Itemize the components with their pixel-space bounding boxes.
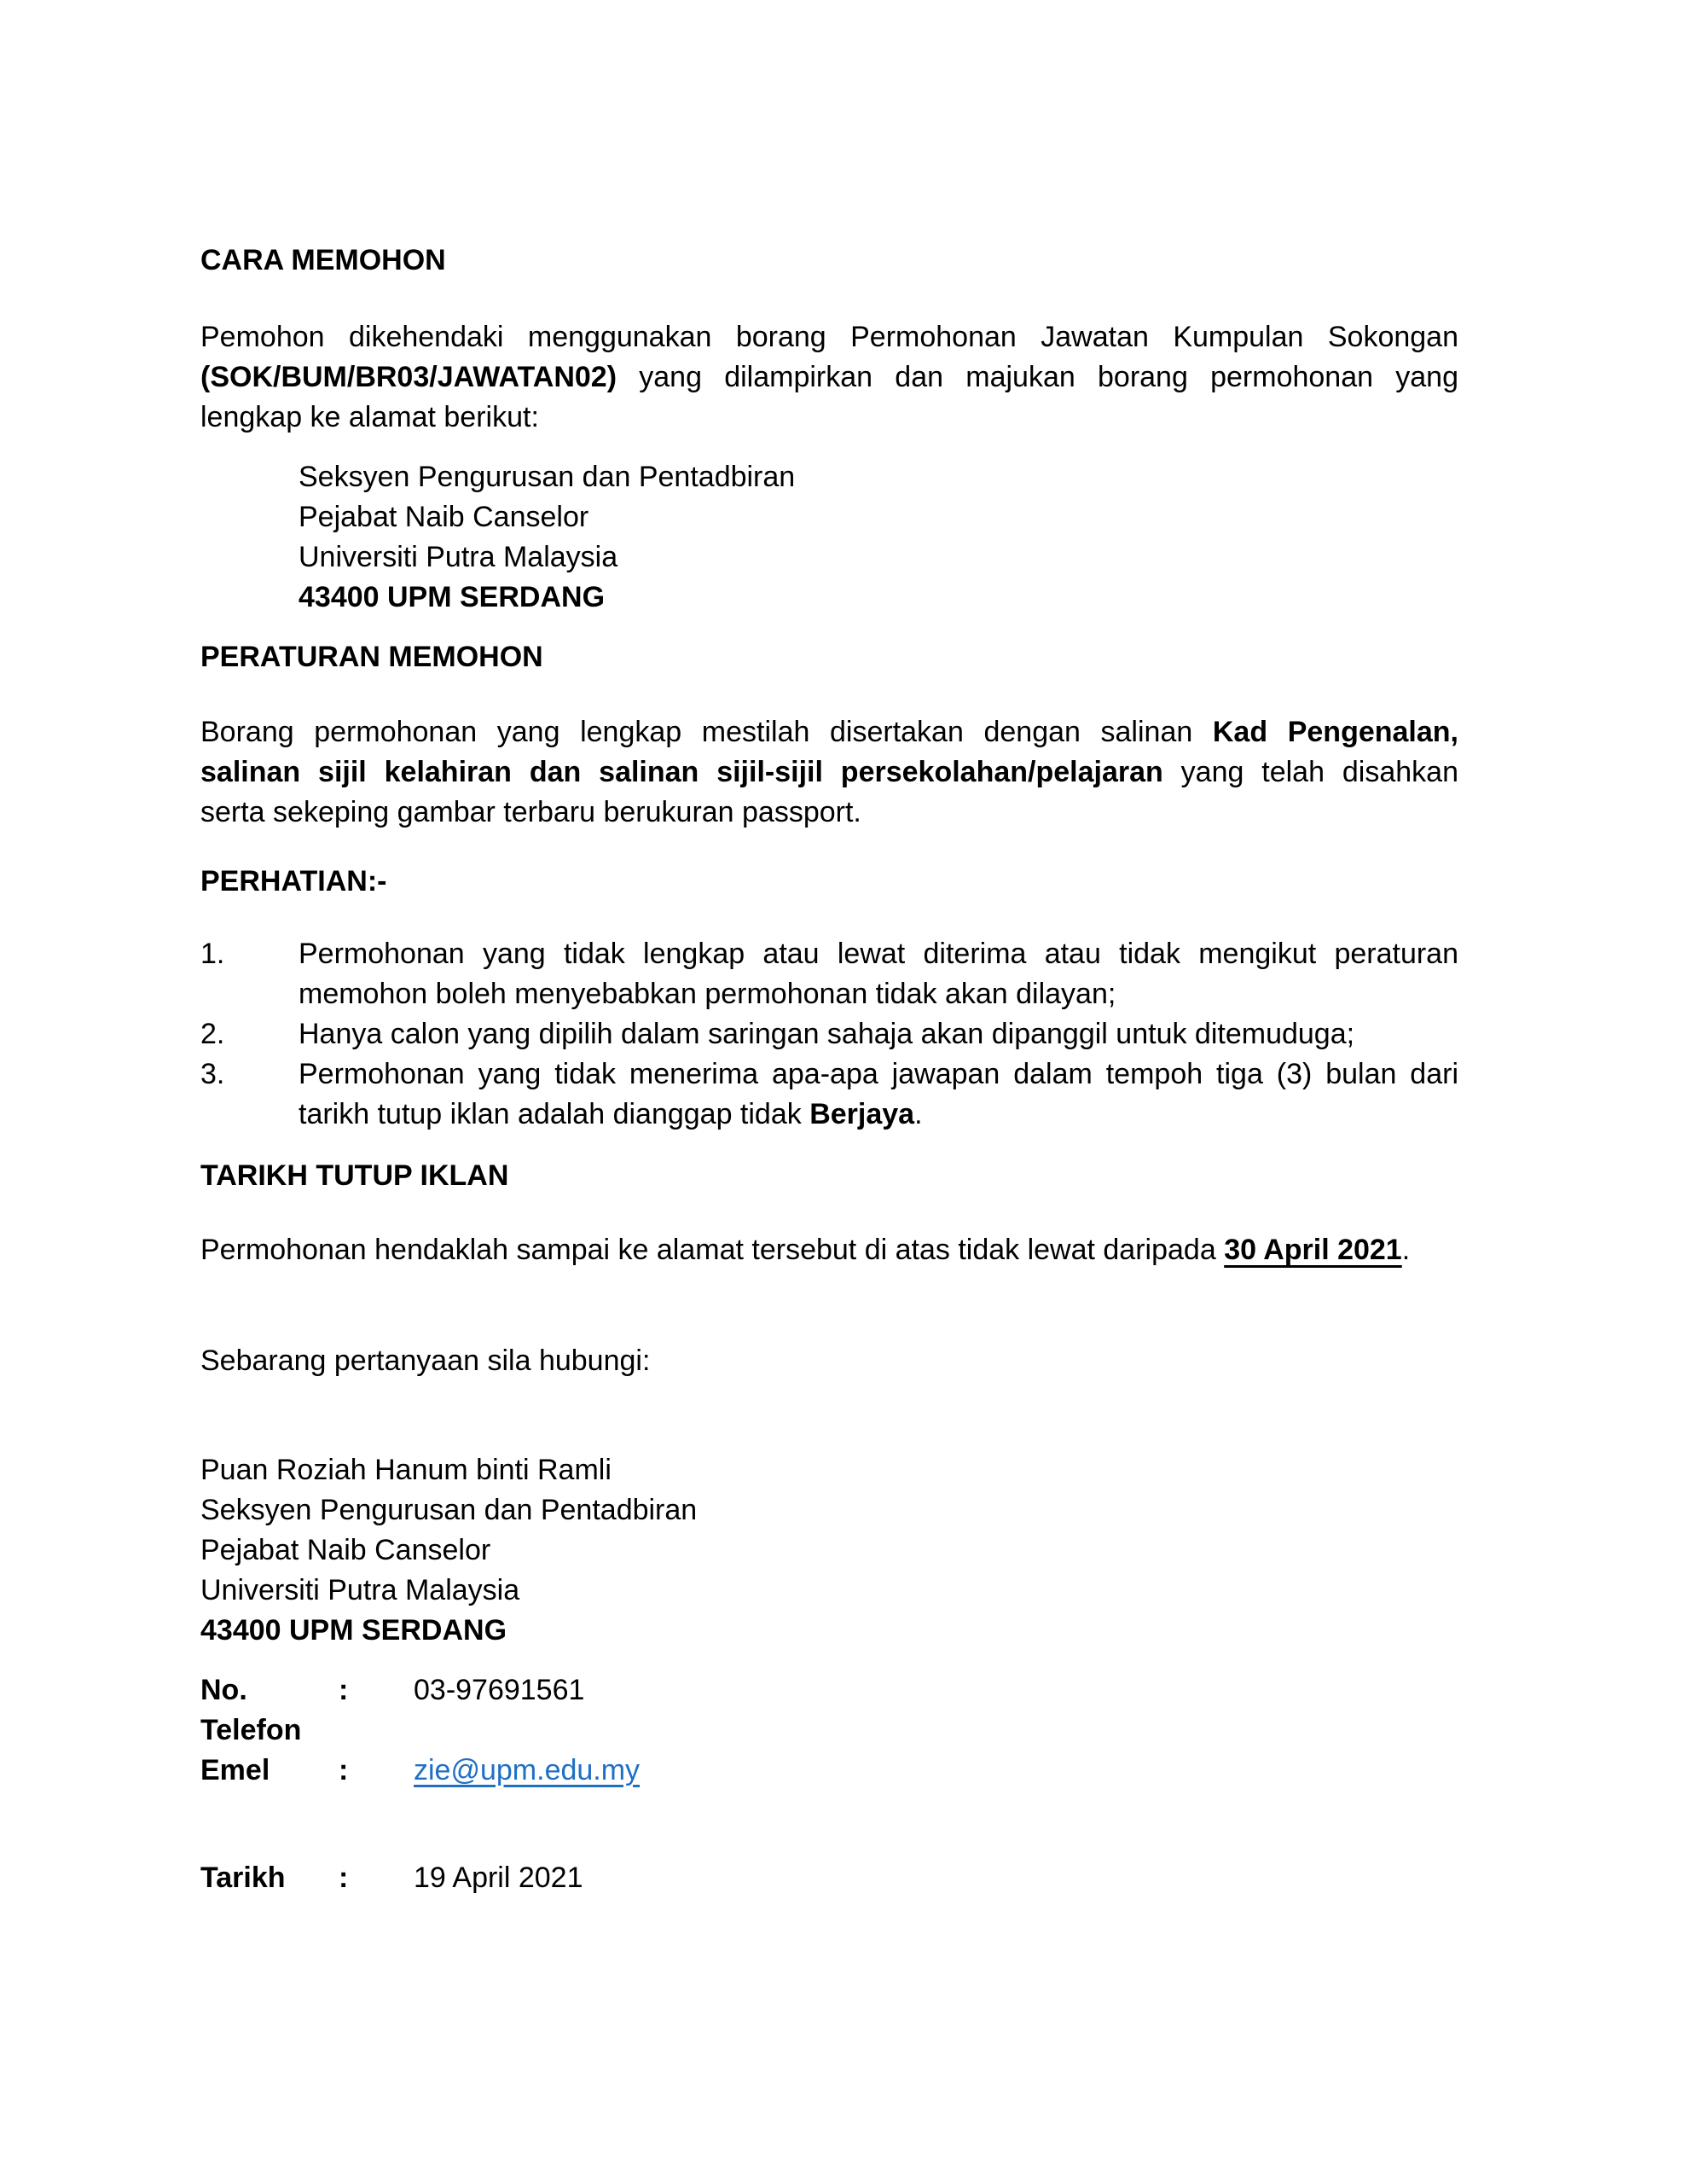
list-line-post: . — [914, 1098, 923, 1130]
list-line-pre: tarikh tutup iklan adalah dianggap tidak — [299, 1098, 810, 1130]
heading-cara-memohon: CARA MEMOHON — [200, 244, 446, 276]
para-line: Pemohon dikehendaki menggunakan borang Permohonan Jawatan Kumpulan Sokongan — [200, 321, 1458, 353]
list-line — [299, 1095, 1458, 1135]
heading-peraturan-memohon: PERATURAN MEMOHON — [200, 641, 543, 673]
list-item-text — [299, 1014, 1458, 1054]
para-line — [200, 357, 1458, 398]
para-line-rest: yang dilampirkan dan majukan borang permohonan yang — [617, 361, 1458, 393]
date-row — [200, 1858, 1458, 1898]
contact-intro: Sebarang pertanyaan sila hubungi: — [200, 1345, 651, 1377]
email-row — [200, 1751, 1458, 1791]
list-line: Hanya calon yang dipilih dalam saringan sahaja akan dipanggil untuk ditemuduga; — [299, 1018, 1355, 1050]
phone-colon: : — [339, 1674, 349, 1706]
list-item — [200, 1014, 1458, 1054]
contact-line-name: Puan Roziah Hanum binti Ramli — [200, 1454, 612, 1486]
list-line: Permohonan yang tidak lengkap atau lewat diterima atau tidak mengikut peraturan — [299, 938, 1458, 970]
address-line: Seksyen Pengurusan dan Pentadbiran — [299, 461, 796, 493]
bold-salinan-sijil: salinan sijil kelahiran dan salinan sijil-sijil persekolahan/pelajaran — [200, 756, 1163, 788]
list-item-number: 1. — [200, 938, 225, 970]
bold-berjaya: Berjaya — [809, 1098, 915, 1130]
contact-line: Pejabat Naib Canselor — [200, 1534, 491, 1566]
heading-tarikh-tutup-iklan: TARIKH TUTUP IKLAN — [200, 1159, 509, 1192]
para-line — [200, 752, 1458, 793]
list-item-text — [299, 1054, 1458, 1135]
list-item-number: 2. — [200, 1018, 225, 1050]
para-tarikh-tutup — [200, 1230, 1458, 1270]
list-line: Permohonan yang tidak menerima apa-apa jawapan dalam tempoh tiga (3) bulan dari — [299, 1058, 1458, 1090]
perhatian-list — [200, 934, 1458, 1135]
date-label: Tarikh — [200, 1862, 286, 1894]
list-line: memohon boleh menyebabkan permohonan tidak akan dilayan; — [299, 978, 1116, 1010]
para-peraturan-memohon — [200, 712, 1458, 833]
contact-detail-rows — [200, 1670, 1458, 1791]
email-colon: : — [339, 1754, 349, 1786]
para-line — [200, 1230, 1458, 1270]
address-line: Pejabat Naib Canselor — [299, 501, 589, 533]
address-line: Universiti Putra Malaysia — [299, 541, 618, 573]
phone-label: No. Telefon — [200, 1674, 302, 1746]
para-cara-memohon — [200, 317, 1458, 438]
contact-line: Seksyen Pengurusan dan Pentadbiran — [200, 1494, 698, 1526]
contact-line: Universiti Putra Malaysia — [200, 1574, 520, 1606]
para-line-post: . — [1401, 1234, 1411, 1266]
para-line-pre: Permohonan hendaklah sampai ke alamat tersebut di atas tidak lewat daripada — [200, 1234, 1225, 1266]
phone-value: 03-97691561 — [414, 1674, 585, 1706]
para-line-rest: yang telah disahkan — [1162, 756, 1458, 788]
list-item — [200, 934, 1458, 1014]
para-line: lengkap ke alamat berikut: — [200, 401, 539, 433]
phone-row — [200, 1670, 1458, 1751]
contact-block — [200, 1450, 1458, 1651]
address-line-postcode: 43400 UPM SERDANG — [299, 581, 606, 613]
email-label: Emel — [200, 1754, 270, 1786]
bold-kad-pengenalan: Kad Pengenalan, — [1212, 716, 1458, 748]
list-item-text — [299, 934, 1458, 1014]
date-value: 19 April 2021 — [414, 1862, 583, 1894]
email-link[interactable]: zie@upm.edu.my — [414, 1754, 641, 1786]
heading-perhatian: PERHATIAN:- — [200, 865, 387, 897]
list-item — [200, 1054, 1458, 1135]
closing-date: 30 April 2021 — [1224, 1234, 1402, 1266]
contact-line-postcode: 43400 UPM SERDANG — [200, 1614, 507, 1647]
address-block — [200, 457, 1458, 618]
date-colon: : — [339, 1862, 349, 1894]
para-line — [200, 712, 1458, 752]
para-line-pre: Borang permohonan yang lengkap mestilah disertakan dengan salinan — [200, 716, 1213, 748]
bold-form-code: (SOK/BUM/BR03/JAWATAN02) — [200, 361, 617, 393]
list-item-number: 3. — [200, 1058, 225, 1090]
para-line: serta sekeping gambar terbaru berukuran passport. — [200, 796, 861, 828]
